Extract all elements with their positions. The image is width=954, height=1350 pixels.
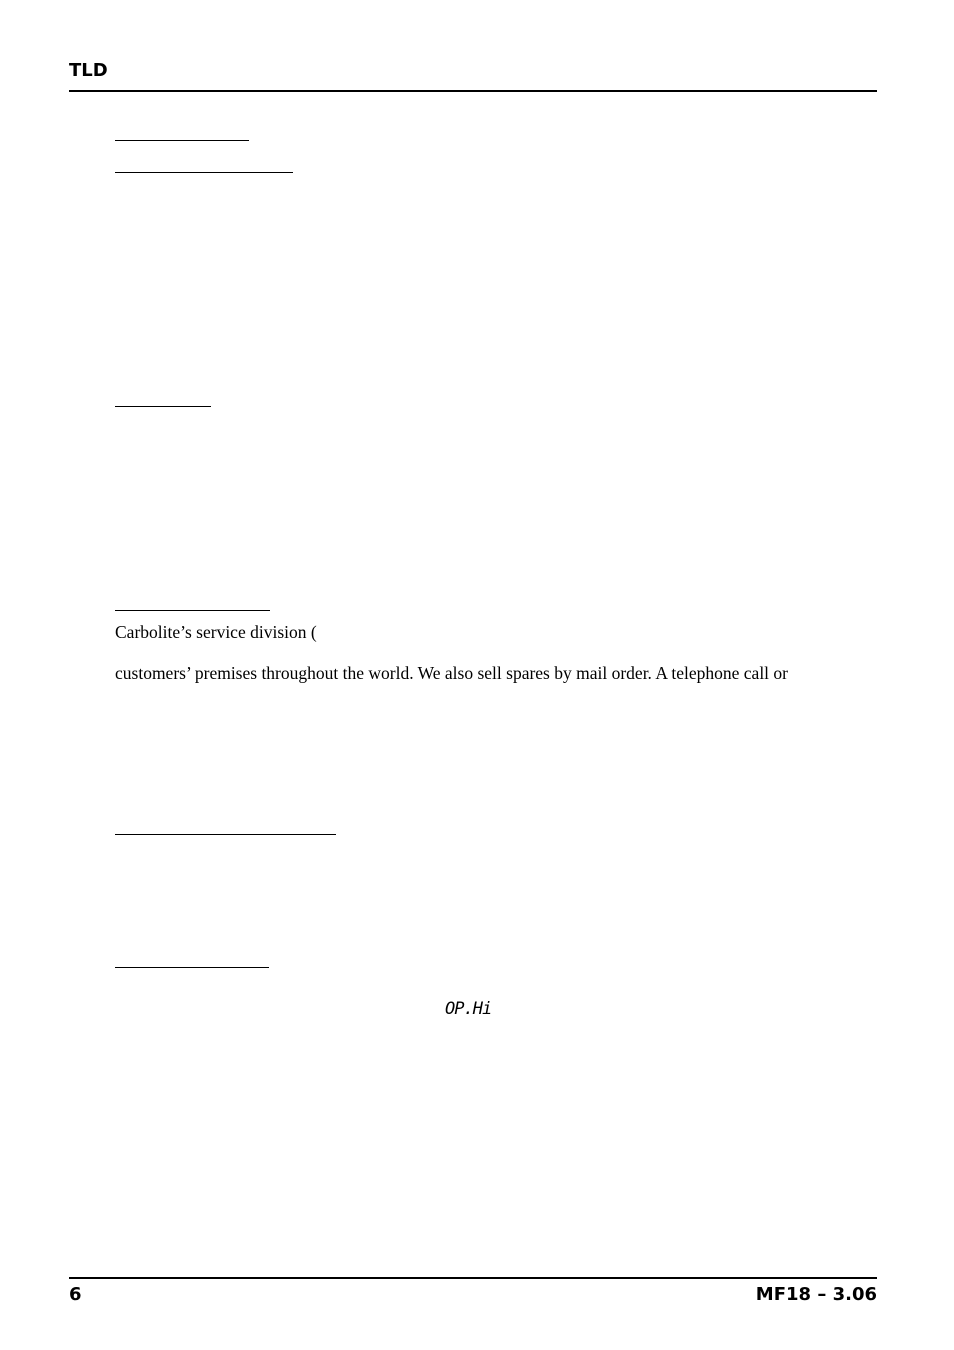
section-underline-3 <box>115 406 211 407</box>
page-number: 6 <box>69 1284 82 1305</box>
section-underline-4 <box>115 610 270 611</box>
service-division-text: Carbolite’s service division ( <box>115 622 317 642</box>
controller-display-code: OP.Hi <box>445 999 492 1019</box>
section-underline-5 <box>115 834 336 835</box>
section-underline-2 <box>115 172 293 173</box>
header-title: TLD <box>69 60 108 81</box>
customers-premises-text: customers’ premises throughout the world. We also sell spares by mail order. A telephone call or <box>115 663 788 683</box>
header-rule <box>69 90 877 92</box>
document-reference: MF18 – 3.06 <box>755 1284 877 1305</box>
footer-rule <box>69 1277 877 1279</box>
section-underline-6 <box>115 967 269 968</box>
section-underline-1 <box>115 140 249 141</box>
